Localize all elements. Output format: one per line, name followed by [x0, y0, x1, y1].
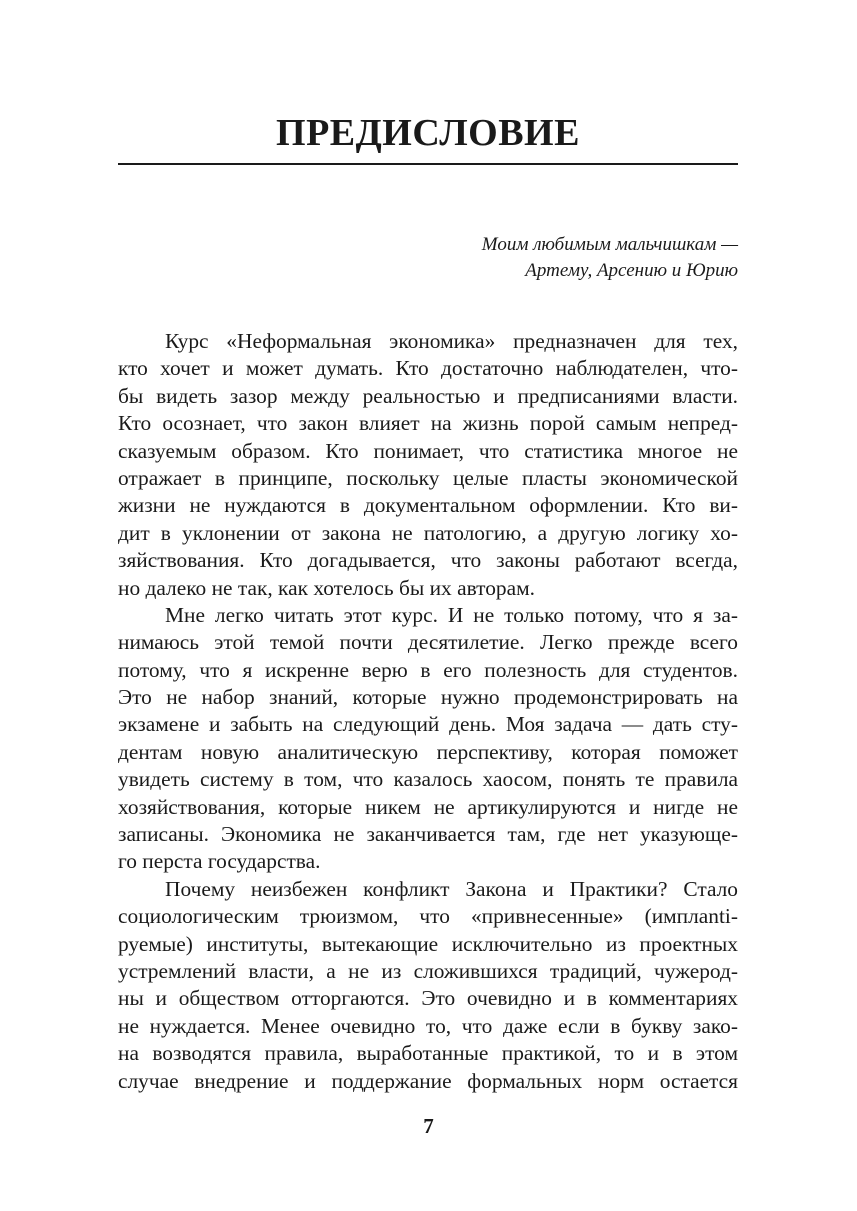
epigraph-line: Моим любимым мальчишкам —	[481, 234, 738, 255]
text-line: зяйствования. Кто догадывается, что законы работают всегда,	[118, 548, 738, 573]
text-line: отражает в принципе, поскольку целые пласты экономической	[118, 465, 738, 490]
text-line: Кто осознает, что закон влияет на жизнь порой самым непред-	[118, 411, 738, 436]
paragraph-3	[118, 876, 738, 1095]
text-line: бы видеть зазор между реальностью и предписаниями власти.	[118, 383, 738, 408]
text-line: социологическим трюизмом, что «привнесенные» (имплanti-	[118, 904, 738, 929]
text-line: руемые) институты, вытекающие исключительно из проектных	[118, 931, 738, 956]
text-line: нимаюсь этой темой почти десятилетие. Легко прежде всего	[118, 630, 738, 655]
epigraph	[482, 232, 738, 284]
body-text	[118, 328, 738, 1095]
text-line: ны и обществом отторгаются. Это очевидно и в комментариях	[118, 986, 738, 1011]
text-line: дентам новую аналитическую перспективу, которая поможет	[118, 739, 738, 764]
text-line: записаны. Экономика не заканчивается там, где нет указующе-	[118, 822, 738, 847]
page-number: 7	[423, 1114, 434, 1138]
paragraph-1	[118, 328, 738, 602]
text-line: хозяйствования, которые никем не артикулируются и нигде не	[118, 794, 738, 819]
text-line: Курс «Неформальная экономика» предназначен для тех,	[165, 329, 738, 353]
text-line: Мне легко читать этот курс. И не только потому, что я за-	[165, 602, 738, 627]
text-line: не нуждается. Менее очевидно то, что даже если в букву зако-	[118, 1013, 738, 1038]
text-line: кто хочет и может думать. Кто достаточно наблюдателен, что-	[118, 356, 738, 381]
heading-underline	[118, 163, 738, 165]
text-line: Почему неизбежен конфликт Закона и Практики? Стало	[165, 876, 738, 901]
text-line: го перста государства.	[118, 849, 321, 874]
text-line: потому, что я искренне верю в его полезность для студентов.	[118, 657, 738, 682]
text-line: сказуемым образом. Кто понимает, что статистика многое не	[118, 438, 738, 463]
text-line: случае внедрение и поддержание формальных норм остается	[118, 1068, 738, 1093]
text-line: на возводятся правила, выработанные практикой, то и в этом	[118, 1041, 738, 1066]
text-line: увидеть систему в том, что казалось хаосом, понять те правила	[118, 767, 738, 792]
text-line: жизни не нуждаются в документальном оформлении. Кто ви-	[118, 493, 738, 518]
paragraph-2	[118, 602, 738, 876]
text-line: экзамене и забыть на следующий день. Моя задача — дать сту-	[118, 712, 738, 737]
epigraph-line: Артему, Арсению и Юрию	[525, 260, 738, 281]
text-line: устремлений власти, а не из сложившихся традиций, чужерод-	[118, 958, 738, 983]
text-line: но далеко не так, как хотелось бы их авторам.	[118, 575, 535, 600]
text-line: Это не набор знаний, которые нужно продемонстрировать на	[118, 685, 738, 710]
chapter-heading: ПРЕДИСЛОВИЕ	[276, 112, 580, 154]
text-line: дит в уклонении от закона не патологию, а другую логику хо-	[118, 520, 738, 545]
